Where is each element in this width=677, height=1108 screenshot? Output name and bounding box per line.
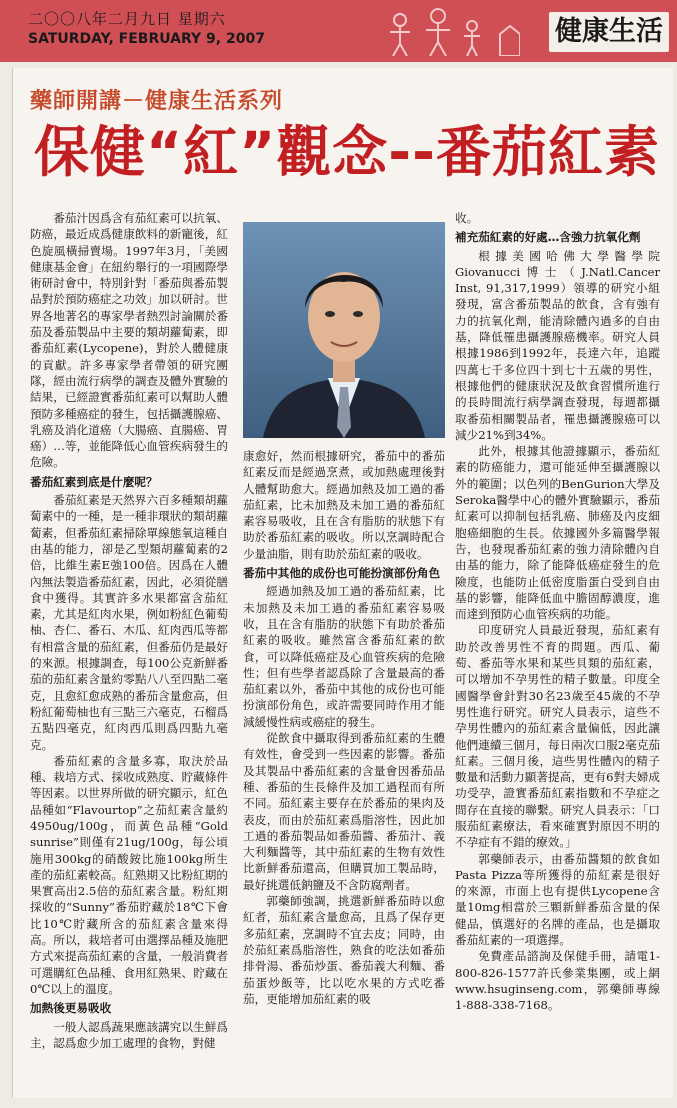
section-subheading: 加熱後更易吸收 <box>30 1001 112 1016</box>
section-subheading: 番茄紅素到底是什麼呢？ <box>30 474 158 489</box>
article-paragraph: 經過加熱及加工過的番茄紅素，比未加熱及未加工過的番茄紅素容易吸收，且在含有脂肪的狀態下有助於番茄紅素的吸收。雖然富含番茄紅素的飲食，可以降低癌症及心血管疾病的危險性；但有些學者認爲除了含量最高的番茄紅素以外，番茄中其他的成份也可能扮演部份角色，或許需要同時作用才能減緩慢性病或癌症的發生。 <box>243 584 445 729</box>
section-subheading: 補充茄紅素的好處…含強力抗氧化劑 <box>455 230 641 245</box>
family-figures-icon <box>360 6 520 56</box>
article-column-3 <box>455 210 660 1014</box>
article-paragraph: 此外，根據其他證據顯示，番茄紅素的防癌能力，還可能延伸至攝護腺以外的範圍；以色列的BenGurion大學及Seroka醫學中心的體外實驗顯示，番茄紅素可以抑制包括乳癌、肺癌及內皮細胞癌細胞的生長。依據國外多篇醫學報告，也發現番茄紅素的強力清除體內自由基的能力，除了能降低癌症發生的危險度，也能防止低密度脂蛋白受到自由基的影響，能降低血中膽固醇濃度，進而達到預防心血管疾病的功能。 <box>455 444 660 622</box>
article-paragraph: 一般人認爲蔬果應該講究以生鮮爲主，認爲愈少加工處理的食物，對健 <box>30 1019 228 1050</box>
header-band <box>0 0 677 62</box>
article-kicker: 藥師開講－健康生活系列 <box>30 89 284 114</box>
article-paragraph: 番茄汁因爲含有茄紅素可以抗氧、防癌，最近成爲健康飲料的新寵後，紅色旋風橫掃賣場。1997年3月，「美國健康基金會」在紐約舉行的一項國際學術研討會中，特別針對「番茄與番茄製品對於預防癌症之功效」加以研討。世界各地著名的專家學者熱烈討論關於番茄及番茄製品中主要的類胡蘿蔔素，即番茄紅素(Lycopene)，對於人體健康的貢獻。許多專家學者帶領的研究團隊，經由流行病學的調查及體外實驗的結果，已經證實番茄紅素可以幫助人體預防多種癌症的發生，包括攝護腺癌、乳癌及消化道癌（大腸癌、直腸癌、胃癌）…等，並能降低心血管疾病發生的危險。 <box>30 211 228 470</box>
author-photo <box>243 222 445 438</box>
article-paragraph: 印度研究人員最近發現，茄紅素有助於改善男性不育的問題。西瓜、葡萄、番茄等水果和某些貝類的茄紅素，可以增加不孕男性的精子數量。印度全國醫學會針對30名23歲至45歲的不孕男性進行研究。研究人員表示，這些不孕男性體內的茄紅素含量偏低，因此讓他們連續三個月，每日兩次口服2毫克茄紅素。三個月後，這些男性體內的精子數量和活動力顯著提高，更有6對夫婦成功受孕，證實番茄紅素指數和不孕症之間存在直接的聯繫。研究人員表示：「口服茄紅素療法，看來確實對原因不明的不孕症有不錯的療效。」 <box>455 623 660 850</box>
section-title: 健康生活 <box>549 12 669 52</box>
article-paragraph: 康愈好，然而根據研究，番茄中的番茄紅素反而是經過烹煮，或加熱處理後對人體幫助愈大。經過加熱及加工過的番茄紅素，比未加熱及未加工過的番茄紅素容易吸收，且在含有脂肪的狀態下有助於番茄紅素的吸收。所以烹調時配合少量油脂，則有助於茄紅素的吸收。 <box>243 449 445 561</box>
date-chinese: 二〇〇八年二月九日 星期六 <box>28 10 226 28</box>
article-paragraph: 郭藥師表示，由番茄醬類的飲食如Pasta Pizza等所獲得的茄紅素是很好的來源，市面上也有提供Lycopene含量10mg相當於三顆新鮮番茄含量的保健品，慎選好的名牌的產品，也是攝取番茄紅素的一項選擇。 <box>455 851 660 948</box>
article-headline: 保健“紅”觀念--番茄紅素 <box>34 120 660 184</box>
article-paragraph: 番茄紅素的含量多寡，取決於品種、栽培方式、採收成熟度、貯藏條件等因素。以世界所做的研究顯示，紅色品種如“Flavourtop”之茄紅素含量約4950ug/100g，而黃色品種“Gold sunrise”則僅有21ug/100g，每公頃施用300kg的硝酸銨比施100kg所生產的茄紅素較高。紅熟期又比粉紅期的果實高出2.5倍的茄紅素含量。粉紅期採收的“Sunny”番茄貯藏於18℃下會比10℃貯藏所含的茄紅素含量來得高。所以，栽培者可由選擇品種及施肥方式來提高茄紅素的含量，一般消費者可選購紅色品種、食用紅熟果、貯藏在0℃以上的溫度。 <box>30 753 228 996</box>
article-paragraph: 免費產品諮詢及保健手冊，請電1-800-826-1577許氏參業集團，或上網www.hsuginseng.com，郭藥師專線1-888-338-7168。 <box>455 949 660 1013</box>
section-subheading: 番茄中其他的成份也可能扮演部份角色 <box>243 566 441 581</box>
article-paragraph: 收。 <box>455 211 479 225</box>
article-paragraph: 從飲食中攝取得到番茄紅素的生體有效性，會受到一些因素的影響。番茄及其製品中番茄紅素的含量會因番茄品種、番茄的生長條件及加工過程而有所不同。茄紅素主要存在於番茄的果肉及表皮，而由於茄紅素爲脂溶性，因此加工過的番茄製品如番茄醬、番茄汁、義大利麵醬等，其中茄紅素的生物有效性比新鮮番茄還高，但購買加工製品時，最好挑選低鈉鹽及不含防腐劑者。 <box>243 731 445 892</box>
article-paragraph: 根據美國哈佛大學醫學院Giovanucci博士（J.Natl.Cancer Inst, 91,317,1999）領導的研究小組發現，富含番茄製品的飲食，含有強有力的抗氧化劑，能清除體內過多的自由基，降低罹患攝護腺癌機率。研究人員根據1986到1992年，長達六年，追蹤四萬七千多位四十到七十五歲的男性，根據他們的健康狀況及飲食習慣所進行的長時間流行病學調查發現，每週都攝取番茄相關製品者，罹患攝護腺癌可以減少21%到34%。 <box>455 248 660 442</box>
article-paragraph: 番茄紅素是天然界六百多種類胡蘿蔔素中的一種，是一種非環狀的類胡蘿蔔素，但番茄紅素掃除單線態氧這種自由基的能力，卻是乙型類胡蘿蔔素的2倍，比維生素E強100倍。因爲在人體內無法製造番茄紅素，因此，必須從膳食中獲得。其實許多水果都富含茄紅素，尤其是紅肉水果，例如粉紅色葡萄柚、杏仁、番石、木瓜、紅肉西瓜等都有相當含量的茄紅素，但番茄仍是最好的來源。根據調查，每100公克新鮮番茄的茄紅素含量約零點八八至四點二毫克，且愈紅愈成熟的番茄含量愈高，但粉紅葡萄柚也有三點三六毫克，石榴爲五點四毫克，紅肉西瓜則爲四點九毫克。 <box>30 493 228 752</box>
article-column-2 <box>243 448 445 1007</box>
date-english: SATURDAY, FEBRUARY 9, 2007 <box>28 31 265 47</box>
article-column-1 <box>30 210 228 1051</box>
article-paragraph: 郭藥師強調，挑選新鮮番茄時以愈紅者，茄紅素含量愈高，且爲了保存更多茄紅素，烹調時不宜去皮；同時，由於茄紅素爲脂溶性，熟食的吃法如番茄排骨湯、番茄炒蛋、番茄義大利麵、番茄蛋炒飯等，比以吃水果的方式吃番茄，更能增加茄紅素的吸 <box>243 894 445 1006</box>
